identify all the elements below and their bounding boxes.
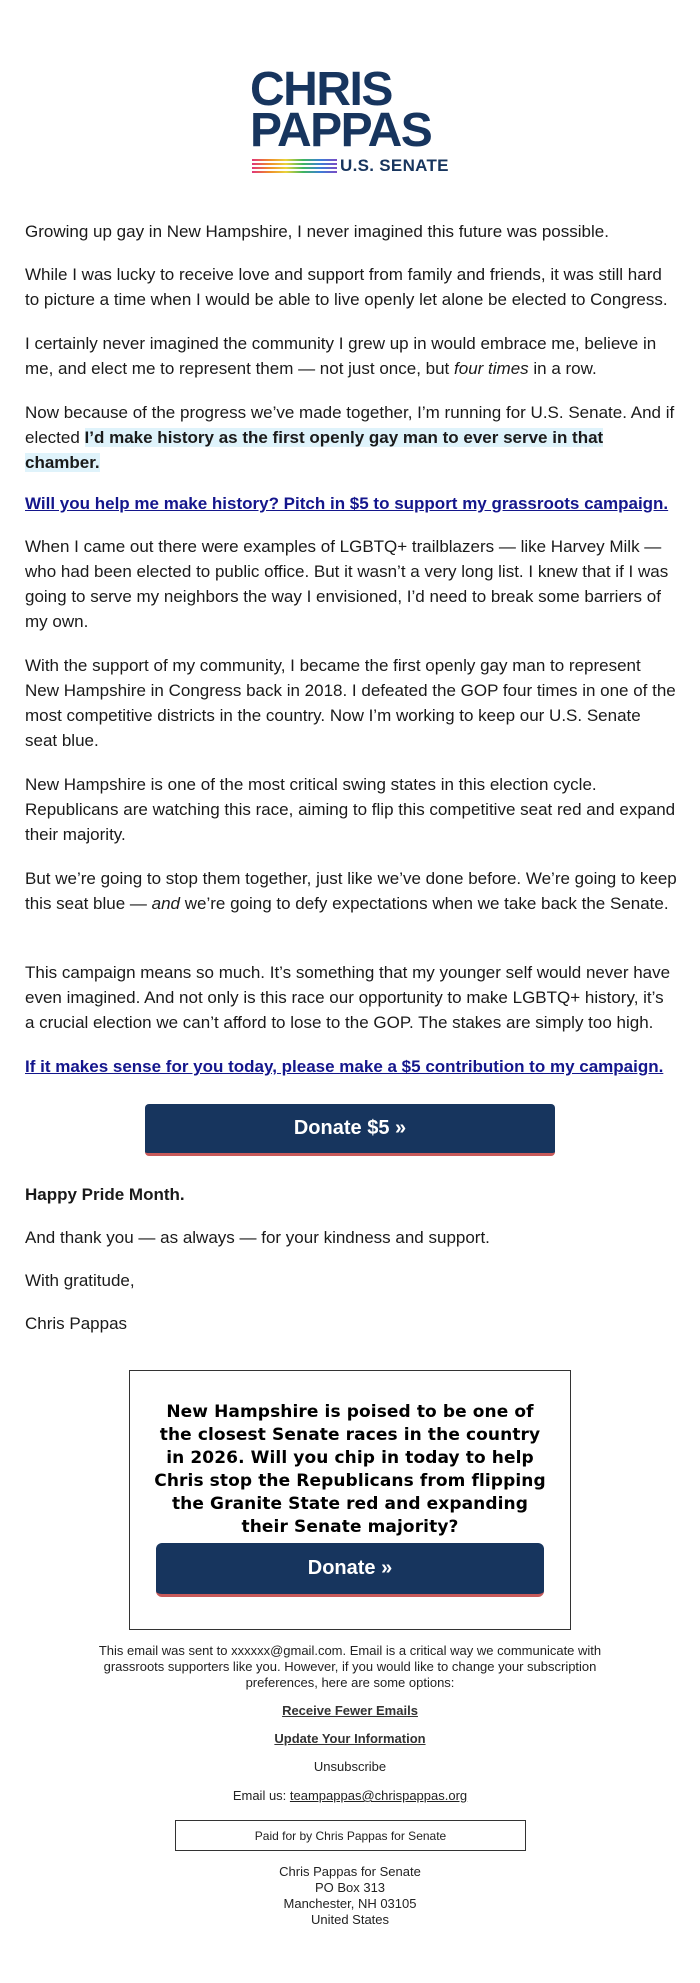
update-information-link[interactable]: Update Your Information <box>274 1731 426 1746</box>
paragraph-link-1 <box>25 491 677 516</box>
address-line-1: PO Box 313 <box>314 1880 386 1895</box>
address-country: United States <box>310 1912 390 1927</box>
thanks-text: And thank you — as always — for your kindness and support. <box>25 1228 490 1247</box>
contribute-5-link[interactable]: If it makes sense for you today, please make a $5 contribution to my campaign. <box>25 1057 664 1076</box>
paragraph-4: Now because of the progress we’ve made together, I’m running for U.S. Senate. And if elected I’d make history as the first openly gay man to ever serve in that chamber. <box>25 403 675 472</box>
paragraph-3: I certainly never imagined the community I grew up in would embrace me, believe in me, and elect me to represent them — not just once, but four times in a row. <box>25 334 657 378</box>
emphasis-and: and <box>151 894 180 913</box>
paid-for-disclaimer: Paid for by Chris Pappas for Senate <box>175 1820 526 1851</box>
emphasis-four-times: four times <box>454 359 529 378</box>
mailing-address <box>0 1864 700 1928</box>
paragraph-9: This campaign means so much. It’s something that my younger self would never have even imagined. And not only is this race our opportunity to make LGBTQ+ history, it’s a crucial election we can’t afford to lose to the GOP. The stakes are simply too high. <box>25 963 671 1032</box>
footer-note: This email was sent to xxxxxx@gmail.com. Email is a critical way we communicate with grassroots supporters like you. However, if you would like to change your subscription preferences, here are some options: <box>98 1643 602 1690</box>
paragraph-1: Growing up gay in New Hampshire, I never imagined this future was possible. <box>25 222 609 241</box>
email-us-line: Email us: teampappas@chrispappas.org <box>232 1788 468 1803</box>
logo-subtitle: U.S. SENATE <box>340 156 449 175</box>
receive-fewer-emails-link[interactable]: Receive Fewer Emails <box>282 1703 418 1718</box>
appeal-text: New Hampshire is poised to be one of the closest Senate races in the country in 2026. Will you chip in today to help Chris stop the Republicans from flipping the Granite State red and expanding their Senate majority? <box>154 1402 546 1537</box>
paragraph-6: With the support of my community, I became the first openly gay man to represent New Hampshire in Congress back in 2018. I defeated the GOP four times in one of the most competitive districts in the country. Now I’m working to keep our U.S. Senate seat blue. <box>25 656 676 750</box>
pride-month-text: Happy Pride Month. <box>25 1185 185 1204</box>
paragraph-link-2 <box>25 1054 677 1079</box>
donate-button[interactable]: Donate » <box>156 1543 544 1597</box>
signature-text: Chris Pappas <box>25 1314 128 1333</box>
paragraph-5: When I came out there were examples of LGBTQ+ trailblazers — like Harvey Milk — who had been elected to public office. But it wasn’t a very long list. I knew that if I was going to serve my neighbors the way I envisioned, I’d need to break some barriers of my own. <box>25 537 669 631</box>
paragraph-7: New Hampshire is one of the most critical swing states in this election cycle. Republicans are watching this race, aiming to flip this competitive seat red and expand their majority. <box>25 775 676 844</box>
highlighted-history-text: I’d make history as the first openly gay man to ever serve in that chamber. <box>25 428 604 472</box>
donate-5-button[interactable]: Donate $5 » <box>145 1104 555 1156</box>
campaign-logo <box>250 63 455 178</box>
appeal-box <box>129 1370 571 1630</box>
unsubscribe-link[interactable]: Unsubscribe <box>313 1759 387 1774</box>
logo-line-1: CHRIS <box>250 63 392 116</box>
rainbow-stripes-icon <box>252 159 337 173</box>
paragraph-8: But we’re going to stop them together, just like we’ve done before. We’re going to keep this seat blue — and we’re going to defy expectations when we take back the Senate. <box>25 869 677 913</box>
address-line-2: Manchester, NH 03105 <box>283 1896 417 1911</box>
pitch-in-5-link[interactable]: Will you help me make history? Pitch in $5 to support my grassroots campaign. <box>25 494 669 513</box>
contact-email-link[interactable]: teampappas@chrispappas.org <box>289 1788 468 1803</box>
signoff-text: With gratitude, <box>25 1271 135 1290</box>
address-name: Chris Pappas for Senate <box>279 1864 421 1879</box>
logo-line-2: PAPPAS <box>250 104 432 157</box>
paragraph-2: While I was lucky to receive love and support from family and friends, it was still hard to picture a time when I would be able to live openly let alone be elected to Congress. <box>25 265 668 309</box>
